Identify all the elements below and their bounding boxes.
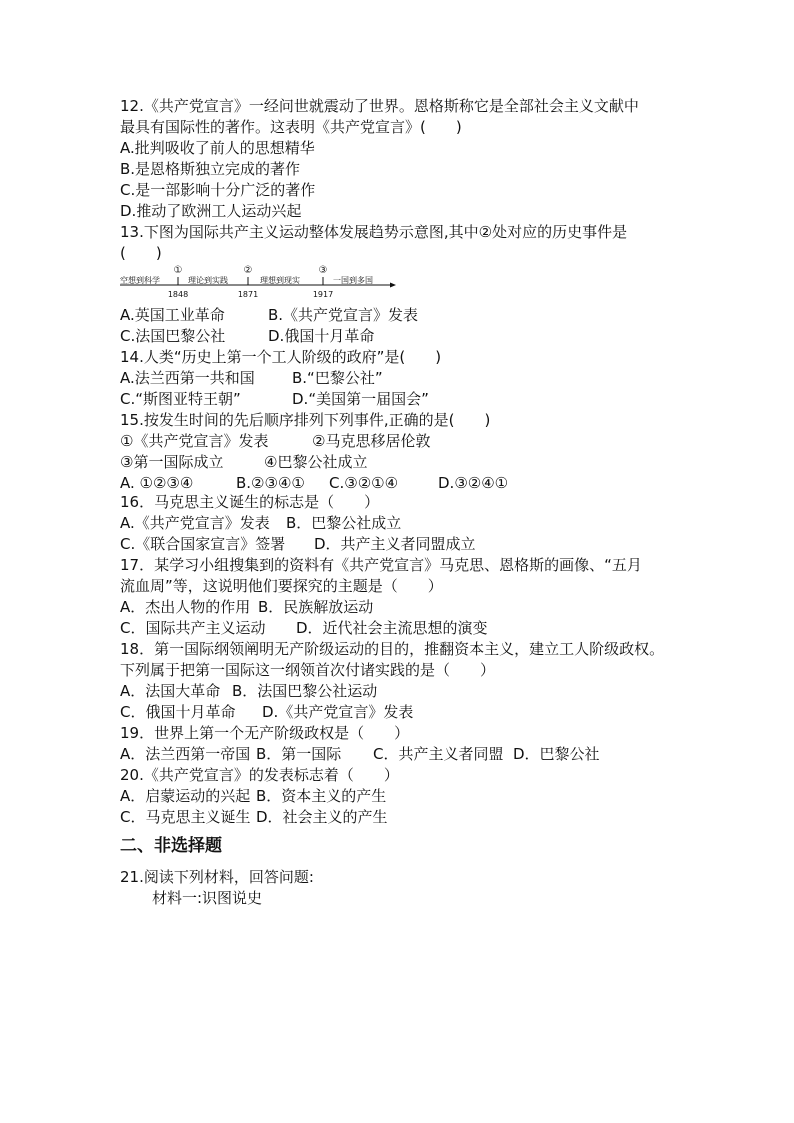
q16-option-d: D．共产主义者同盟成立 — [314, 535, 476, 553]
timeline-year-1: 1848 — [167, 290, 189, 299]
timeline-year-3: 1917 — [312, 290, 334, 299]
q13-stem-line1: 13.下图为国际共产主义运动整体发展趋势示意图,其中②处对应的历史事件是 — [120, 223, 628, 241]
q16-option-a: A.《共产党宣言》发表 — [120, 514, 270, 532]
q17-stem-line2: 流血周”等，这说明他们要探究的主题是（ ） — [120, 577, 443, 595]
q12-option-d: D.推动了欧洲工人运动兴起 — [120, 202, 302, 220]
timeline-year-2: 1871 — [237, 290, 259, 299]
q18-option-b: B．法国巴黎公社运动 — [232, 682, 378, 700]
q19-option-c: C．共产主义者同盟 — [373, 745, 504, 763]
q17-stem-line1: 17．某学习小组搜集到的资料有《共产党宣言》马克思、恩格斯的画像、“五月 — [120, 556, 642, 574]
timeline-marker-1: ① — [173, 265, 183, 276]
q12-option-c: C.是一部影响十分广泛的著作 — [120, 181, 316, 199]
q15-option-b: B.②③④① — [236, 474, 305, 492]
q12-option-a: A.批判吸收了前人的思想精华 — [120, 139, 315, 157]
q12-option-b: B.是恩格斯独立完成的著作 — [120, 160, 301, 178]
q12-stem-line1: 12.《共产党宣言》一经问世就震动了世界。恩格斯称它是全部社会主义文献中 — [120, 97, 639, 115]
q14-option-d: D.“美国第一届国会” — [292, 390, 429, 408]
q19-stem: 19．世界上第一个无产阶级政权是（ ） — [120, 724, 410, 742]
q20-option-d: D．社会主义的产生 — [256, 808, 388, 826]
q19-option-d: D．巴黎公社 — [513, 745, 600, 763]
q21-stem: 21.阅读下列材料，回答问题: — [120, 868, 314, 886]
q20-option-a: A．启蒙运动的兴起 — [120, 787, 251, 805]
q15-stem: 15.按发生时间的先后顺序排列下列事件,正确的是( ) — [120, 411, 491, 429]
q14-option-b: B.“巴黎公社” — [292, 369, 383, 387]
q15-event-1: ①《共产党宣言》发表 — [120, 432, 269, 450]
q16-stem: 16．马克思主义诞生的标志是（ ） — [120, 493, 380, 511]
q15-event-2: ②马克思移居伦敦 — [312, 432, 431, 450]
q18-stem-line1: 18．第一国际纲领阐明无产阶级运动的目的，推翻资本主义，建立工人阶级政权。 — [120, 640, 665, 658]
q20-option-c: C．马克思主义诞生 — [120, 808, 251, 826]
q15-option-d: D.③②④① — [438, 474, 509, 492]
q20-option-b: B．资本主义的产生 — [256, 787, 387, 805]
q19-option-b: B．第一国际 — [256, 745, 342, 763]
q12-stem-line2: 最具有国际性的著作。这表明《共产党宣言》( ) — [120, 118, 462, 136]
section-heading: 二、非选择题 — [120, 836, 222, 856]
timeline-marker-2: ② — [243, 265, 253, 276]
q15-option-a: A. ①②③④ — [120, 474, 194, 492]
q13-option-c: C.法国巴黎公社 — [120, 327, 226, 345]
q13-option-a: A.英国工业革命 — [120, 306, 225, 324]
timeline-marker-3: ③ — [318, 265, 328, 276]
q18-option-d: D.《共产党宣言》发表 — [262, 703, 414, 721]
q18-stem-line2: 下列属于把第一国际这一纲领首次付诸实践的是（ ） — [120, 661, 496, 679]
q17-option-c: C．国际共产主义运动 — [120, 619, 266, 637]
material-1-label: 材料一:识图说史 — [152, 889, 263, 907]
q16-option-c: C.《联合国家宣言》签署 — [120, 535, 286, 553]
q13-option-d: D.俄国十月革命 — [268, 327, 375, 345]
q15-option-c: C.③②①④ — [329, 474, 399, 492]
timeline-diagram — [118, 263, 398, 303]
q20-stem: 20.《共产党宣言》的发表标志着（ ） — [120, 766, 399, 784]
q13-stem-line2: ( ) — [120, 244, 162, 262]
q18-option-c: C．俄国十月革命 — [120, 703, 236, 721]
timeline-segment-3: 理想到现实 — [260, 276, 300, 285]
q16-option-b: B．巴黎公社成立 — [286, 514, 402, 532]
timeline-segment-1: 空想到科学 — [120, 276, 160, 285]
q17-option-d: D．近代社会主流思想的演变 — [296, 619, 488, 637]
q17-option-a: A．杰出人物的作用 — [120, 598, 251, 616]
q19-option-a: A．法兰西第一帝国 — [120, 745, 251, 763]
timeline-segment-2: 理论到实践 — [188, 276, 228, 285]
q15-event-3: ③第一国际成立 — [120, 453, 224, 471]
q14-option-c: C.“斯图亚特王朝” — [120, 390, 241, 408]
q14-option-a: A.法兰西第一共和国 — [120, 369, 255, 387]
timeline-segment-4: 一国到多国 — [333, 276, 373, 285]
timeline-arrowhead — [390, 283, 396, 288]
q13-option-b: B.《共产党宣言》发表 — [268, 306, 419, 324]
q17-option-b: B．民族解放运动 — [258, 598, 374, 616]
q15-event-4: ④巴黎公社成立 — [264, 453, 368, 471]
q14-stem: 14.人类“历史上第一个工人阶级的政府”是( ) — [120, 348, 442, 366]
q18-option-a: A．法国大革命 — [120, 682, 221, 700]
